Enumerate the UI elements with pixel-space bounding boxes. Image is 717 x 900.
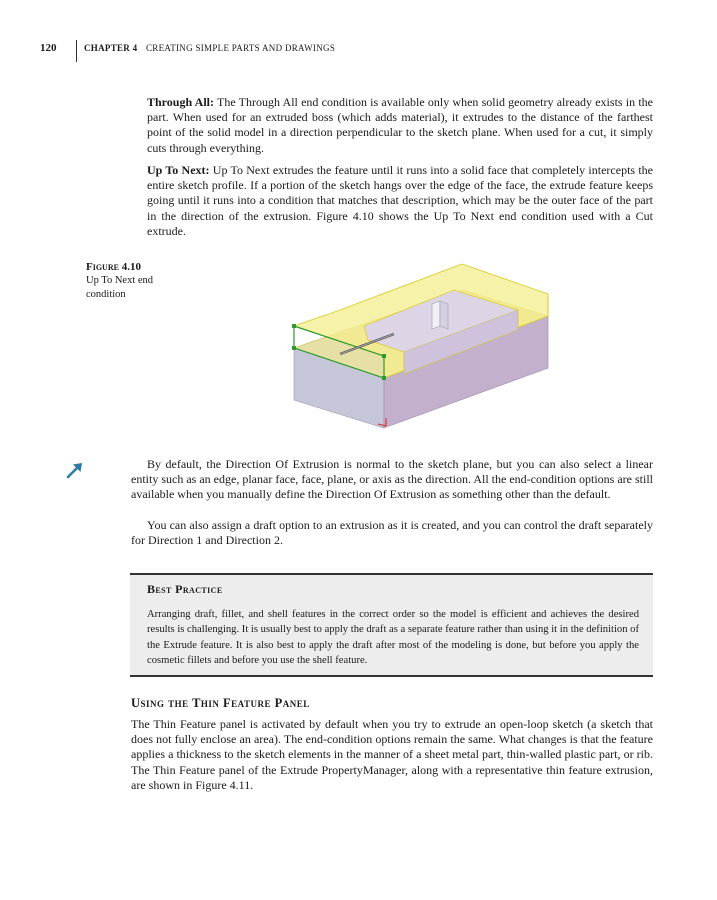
up-to-next-text: Up To Next extrudes the feature until it runs into a solid face that completely intercepts the entire sketch profile. If a portion of the sketch hangs over the edge of the face, the extrude feature keeps going until it runs into a condition that matches that description, which may be the outer face of the part in the direction of the extrusion. Figure 4.10 shows the Up To Next end condition used with a Cut extrude. [147, 163, 653, 238]
direction-paragraph: By default, the Direction Of Extrusion is normal to the sketch plane, but you can also select a linear entity such as an edge, planar face, face, plane, or axis as the direction. All the end-condition options are still available when you manually define the Direction Of Extrusion as something other than the default. [131, 457, 653, 502]
through-all-term: Through All: [147, 95, 215, 109]
tip-arrow-icon [64, 459, 86, 481]
figure-caption [86, 260, 166, 302]
through-all-text: The Through All end condition is available only when solid geometry already exists in the part. When used for an extruded boss (which adds material), it extrudes to the distance of the farthest point of the solid model in a direction perpendicular to the sketch plane. When used for a cut, it simply cuts through everything. [147, 95, 653, 155]
figure-4-10-illustration [282, 260, 552, 432]
sketch-point [382, 354, 386, 358]
post-side [440, 301, 448, 329]
through-all-paragraph [147, 95, 653, 156]
thin-feature-paragraph: The Thin Feature panel is activated by default when you try to extrude an open-loop sketch (a sketch that does not fully enclose an area). The end-condition options remain the same. What changes is that the feature applies a thickness to the sketch elements in the manner of a sheet metal part, thin-walled plastic part, or rib. The Thin Feature panel of the Extrude PropertyManager, along with a representative thin feature extrusion, are shown in Figure 4.11. [131, 717, 653, 792]
best-practice-title: Best Practice [147, 582, 223, 596]
chapter-title: CREATING SIMPLE PARTS AND DRAWINGS [146, 43, 336, 53]
section-heading: Using the Thin Feature Panel [131, 696, 310, 710]
sketch-point [382, 376, 386, 380]
sketch-point [292, 324, 296, 328]
sketch-point [292, 346, 296, 350]
up-to-next-term: Up To Next: [147, 163, 210, 177]
chapter-label: CHAPTER 4 [84, 43, 138, 53]
header-divider [76, 40, 77, 62]
draft-paragraph: You can also assign a draft option to an extrusion as it is created, and you can control the draft separately for Direction 1 and Direction 2. [131, 518, 653, 548]
figure-number: Figure 4.10 [86, 261, 141, 273]
best-practice-text: Arranging draft, fillet, and shell features in the correct order so the model is efficient and achieves the desired results is challenging. It is usually best to apply the draft as a separate feature rather than using it in the definition of the Extrude feature. It is also best to apply the draft after most of the modeling is done, but before you apply the cosmetic fillets and before you use the shell feature. [147, 609, 639, 667]
page-number: 120 [40, 42, 57, 54]
best-practice-box [130, 573, 653, 677]
up-to-next-paragraph [147, 163, 653, 239]
figure-caption-text: Up To Next end condition [86, 275, 154, 300]
post-front [432, 301, 440, 329]
